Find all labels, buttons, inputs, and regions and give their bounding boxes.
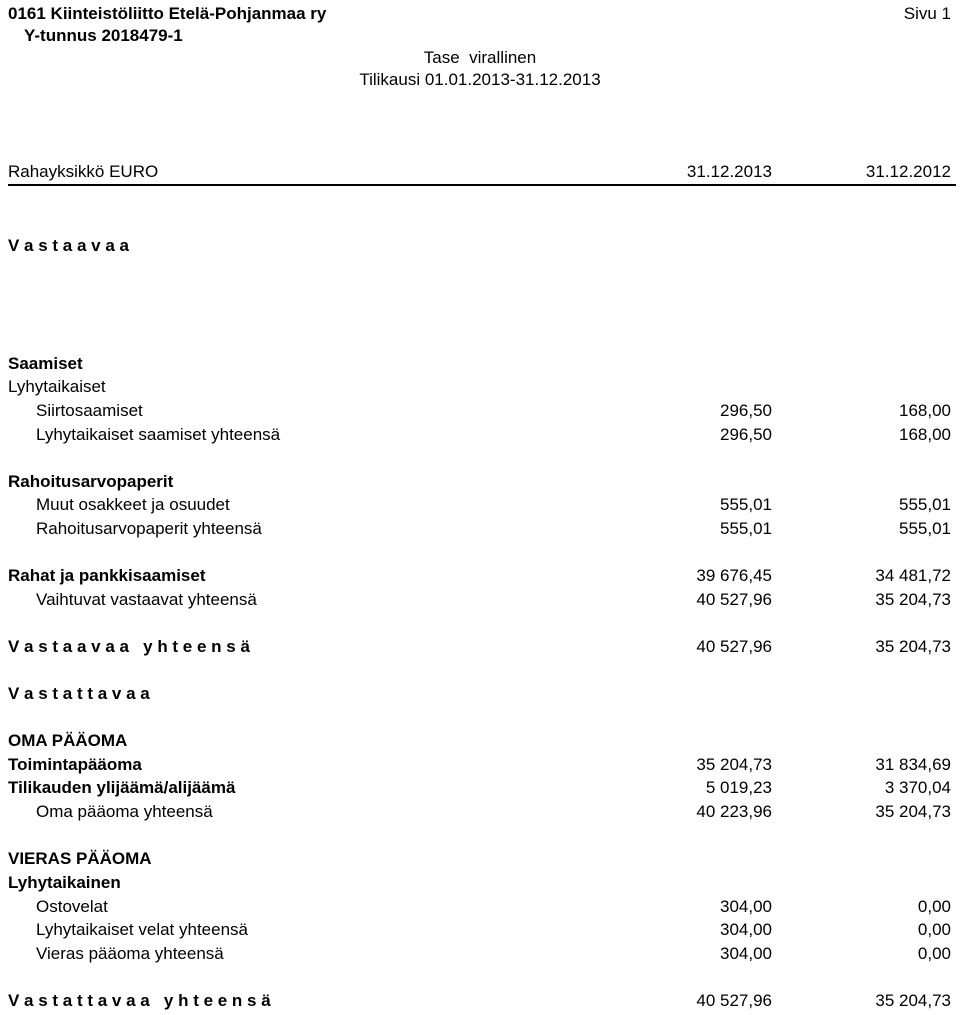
value-current: 40 527,96 (696, 590, 772, 609)
row-label: Oma pääoma yhteensä (36, 802, 213, 821)
value-previous: 35 204,73 (875, 802, 951, 821)
report-title: Tase virallinen (423, 48, 537, 67)
receivables-heading: Saamiset (8, 354, 83, 373)
value-previous: 555,01 (899, 519, 951, 538)
row-label: Lyhytaikaiset velat yhteensä (36, 920, 248, 939)
header-divider (8, 184, 956, 186)
value-previous: 168,00 (899, 401, 951, 420)
value-current: 304,00 (720, 920, 772, 939)
row-label: Lyhytaikaiset saamiset yhteensä (36, 425, 281, 444)
value-current: 40 527,96 (696, 637, 772, 656)
page-number: Sivu 1 (903, 4, 951, 23)
value-previous: 3 370,04 (884, 778, 951, 797)
value-previous: 31 834,69 (875, 755, 951, 774)
value-previous: 34 481,72 (875, 566, 951, 585)
securities-heading: Rahoitusarvopaperit (8, 472, 174, 491)
currency-unit: Rahayksikkö EURO (8, 162, 159, 181)
value-previous: 35 204,73 (875, 991, 951, 1010)
value-previous: 0,00 (917, 920, 951, 939)
value-current: 555,01 (720, 495, 772, 514)
value-previous: 35 204,73 (875, 637, 951, 656)
value-current: 296,50 (720, 425, 772, 444)
value-current: 35 204,73 (696, 755, 772, 774)
value-current: 304,00 (720, 944, 772, 963)
company-name: 0161 Kiinteistöliitto Etelä-Pohjanmaa ry (8, 4, 327, 23)
value-previous: 35 204,73 (875, 590, 951, 609)
value-previous: 0,00 (917, 944, 951, 963)
value-current: 555,01 (720, 519, 772, 538)
row-label: Rahat ja pankkisaamiset (8, 566, 206, 585)
row-label: Vaihtuvat vastaavat yhteensä (36, 590, 257, 609)
report-period: Tilikausi 01.01.2013-31.12.2013 (359, 70, 601, 89)
row-label: Vieras pääoma yhteensä (36, 944, 224, 963)
value-current: 296,50 (720, 401, 772, 420)
value-previous: 0,00 (917, 897, 951, 916)
column-header-current: 31.12.2013 (686, 162, 772, 181)
debt-heading: VIERAS PÄÄOMA (8, 849, 152, 868)
value-current: 40 527,96 (696, 991, 772, 1010)
row-label: V a s t a t t a v a a y h t e e n s ä (8, 991, 271, 1010)
short-term-debt-heading: Lyhytaikainen (8, 873, 121, 892)
value-current: 40 223,96 (696, 802, 772, 821)
row-label: Rahoitusarvopaperit yhteensä (36, 519, 262, 538)
value-current: 39 676,45 (696, 566, 772, 585)
value-current: 304,00 (720, 897, 772, 916)
short-term-heading: Lyhytaikaiset (8, 377, 106, 396)
liabilities-heading: V a s t a t t a v a a (8, 684, 150, 703)
row-label: Muut osakkeet ja osuudet (36, 495, 230, 514)
assets-heading: V a s t a a v a a (8, 236, 129, 255)
value-previous: 168,00 (899, 425, 951, 444)
value-previous: 555,01 (899, 495, 951, 514)
value-current: 5 019,23 (705, 778, 772, 797)
equity-heading: OMA PÄÄOMA (8, 731, 128, 750)
row-label: Siirtosaamiset (36, 401, 143, 420)
business-id: Y-tunnus 2018479-1 (24, 26, 183, 45)
row-label: Ostovelat (36, 897, 108, 916)
column-header-previous: 31.12.2012 (865, 162, 951, 181)
row-label: Tilikauden ylijäämä/alijäämä (8, 778, 236, 797)
row-label: Toimintapääoma (8, 755, 142, 774)
row-label: V a s t a a v a a y h t e e n s ä (8, 637, 250, 656)
